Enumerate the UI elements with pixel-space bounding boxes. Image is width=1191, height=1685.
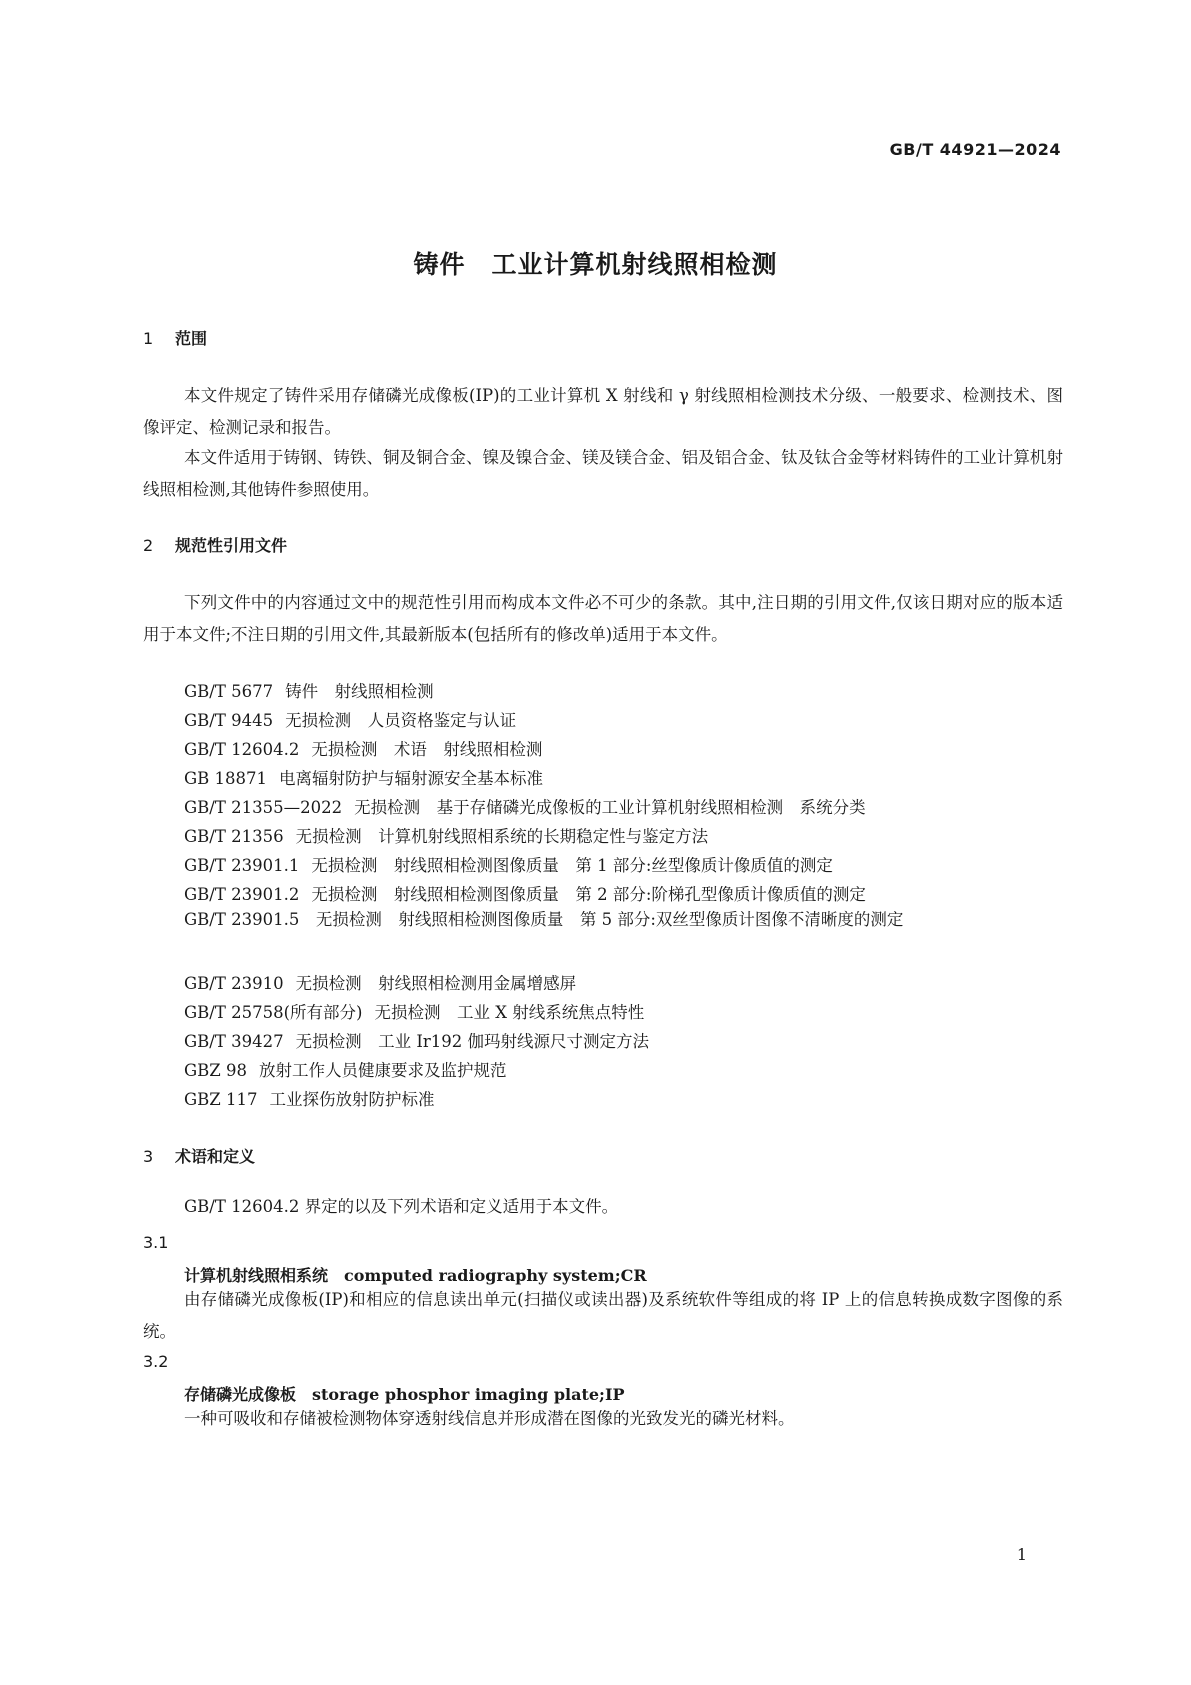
reference-code: GB/T 23901.5 <box>184 910 300 929</box>
section-2-heading <box>143 533 287 556</box>
reference-title: 放射工作人员健康要求及监护规范 <box>259 1061 507 1080</box>
reference-code: GB/T 23910 <box>184 974 284 993</box>
reference-code: GB/T 25758(所有部分) <box>184 1003 363 1022</box>
reference-title: 无损检测 计算机射线照相系统的长期稳定性与鉴定方法 <box>295 827 709 846</box>
reference-code: GB/T 9445 <box>184 711 274 730</box>
reference-item-wrapped <box>143 904 1063 936</box>
term-name-zh: 计算机射线照相系统 <box>184 1266 329 1285</box>
section-number: 1 <box>143 329 154 348</box>
term-name-zh: 存储磷光成像板 <box>184 1385 297 1404</box>
scope-paragraph-1: 本文件规定了铸件采用存储磷光成像板(IP)的工业计算机 X 射线和 γ 射线照相检测技术分级、一般要求、检测技术、图像评定、检测记录和报告。 <box>143 386 1063 437</box>
reference-item <box>184 678 434 702</box>
term-name <box>184 1382 624 1405</box>
reference-code: GB/T 5677 <box>184 682 274 701</box>
term-definition: 一种可吸收和存储被检测物体穿透射线信息并形成潜在图像的光致发光的磷光材料。 <box>184 1409 795 1428</box>
standard-number: GB/T 44921—2024 <box>889 140 1061 159</box>
document-title: 铸件 工业计算机射线照相检测 <box>413 250 778 279</box>
reference-item <box>184 823 708 847</box>
reference-title: 无损检测 射线照相检测用金属增感屏 <box>295 974 577 993</box>
section-number: 2 <box>143 536 154 555</box>
reference-code: GB/T 21355—2022 <box>184 798 343 817</box>
term-name-en: storage phosphor imaging plate;IP <box>312 1385 625 1404</box>
term-name <box>184 1263 647 1286</box>
reference-item <box>184 1086 435 1110</box>
section-number: 3 <box>143 1147 154 1166</box>
section-title: 术语和定义 <box>175 1147 256 1166</box>
term-name-en: computed radiography system;CR <box>344 1266 647 1285</box>
reference-title: 电离辐射防护与辐射源安全基本标准 <box>279 769 544 788</box>
term-number: 3.2 <box>143 1352 169 1371</box>
scope-paragraph-2: 本文件适用于铸钢、铸铁、铜及铜合金、镍及镍合金、镁及镁合金、铝及铝合金、钛及钛合金等材料铸件的工业计算机射线照相检测,其他铸件参照使用。 <box>143 448 1063 499</box>
reference-item <box>184 881 866 905</box>
term-number: 3.1 <box>143 1233 169 1252</box>
reference-code: GB 18871 <box>184 769 268 788</box>
reference-title: 工业探伤放射防护标准 <box>269 1090 435 1109</box>
section-title: 范围 <box>175 329 208 348</box>
reference-title: 无损检测 术语 射线照相检测 <box>311 740 543 759</box>
reference-code: GB/T 23901.1 <box>184 856 300 875</box>
reference-item <box>184 970 576 994</box>
reference-code: GB/T 23901.2 <box>184 885 300 904</box>
reference-code: GB/T 12604.2 <box>184 740 300 759</box>
reference-code: GB/T 39427 <box>184 1032 284 1051</box>
section-3-heading <box>143 1144 255 1167</box>
reference-item <box>184 707 516 731</box>
reference-title: 无损检测 人员资格鉴定与认证 <box>285 711 517 730</box>
reference-item <box>184 999 644 1023</box>
reference-item <box>184 1028 649 1052</box>
reference-title: 无损检测 工业 X 射线系统焦点特性 <box>374 1003 645 1022</box>
reference-item <box>184 1057 507 1081</box>
page-number: 1 <box>1016 1545 1027 1564</box>
reference-code: GB/T 21356 <box>184 827 284 846</box>
section-title: 规范性引用文件 <box>175 536 288 555</box>
reference-title: 无损检测 射线照相检测图像质量 第 2 部分:阶梯孔型像质计像质值的测定 <box>311 885 866 904</box>
reference-title: 无损检测 射线照相检测图像质量 第 1 部分:丝型像质计像质值的测定 <box>311 856 833 875</box>
references-intro: 下列文件中的内容通过文中的规范性引用而构成本文件必不可少的条款。其中,注日期的引用文件,仅该日期对应的版本适用于本文件;不注日期的引用文件,其最新版本(包括所有的修改单)适用于本文件。 <box>143 593 1063 644</box>
reference-code: GBZ 98 <box>184 1061 248 1080</box>
reference-title: 无损检测 基于存储磷光成像板的工业计算机射线照相检测 系统分类 <box>354 798 866 817</box>
reference-title: 铸件 射线照相检测 <box>285 682 434 701</box>
reference-title: 无损检测 射线照相检测图像质量 第 5 部分:双丝型像质计图像不清晰度的测定 <box>315 910 904 929</box>
reference-item <box>184 736 542 760</box>
reference-item <box>184 852 833 876</box>
reference-code: GBZ 117 <box>184 1090 258 1109</box>
terms-intro: GB/T 12604.2 界定的以及下列术语和定义适用于本文件。 <box>184 1197 619 1216</box>
section-1-heading <box>143 326 207 349</box>
reference-item <box>184 765 543 789</box>
term-definition: 由存储磷光成像板(IP)和相应的信息读出单元(扫描仪或读出器)及系统软件等组成的将 IP 上的信息转换成数字图像的系统。 <box>143 1290 1063 1341</box>
reference-item <box>184 794 866 818</box>
reference-title: 无损检测 工业 Ir192 伽玛射线源尺寸测定方法 <box>295 1032 649 1051</box>
